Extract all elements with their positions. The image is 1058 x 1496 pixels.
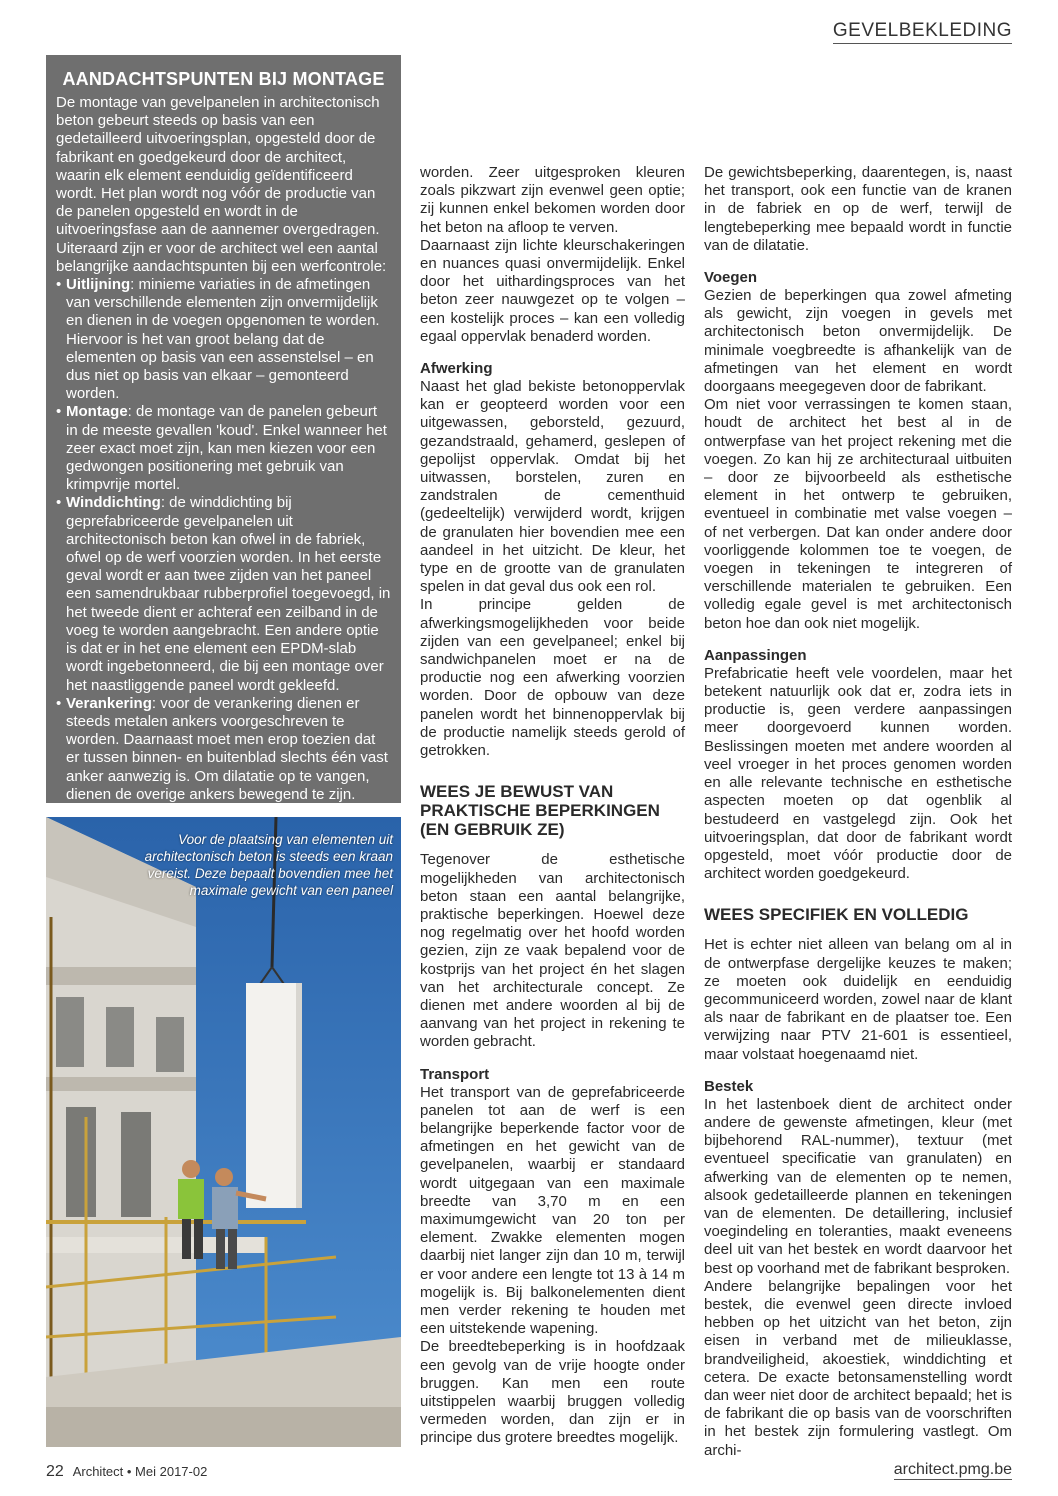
- column-right: [704, 164, 1012, 1460]
- section-label: GEVELBEKLEDING: [833, 20, 1012, 44]
- subheading-aanpassingen: Aanpassingen: [704, 646, 807, 664]
- list-item: [56, 695, 391, 804]
- subheading-voegen: Voegen: [704, 269, 758, 287]
- subheading-transport: Transport: [420, 1065, 490, 1083]
- paragraph: Gezien de beperkingen qua zowel afmeting als gewicht, zijn voegen in gevels met architectonisch beton onvermijdelijk. De minimale voegbreedte is afhankelijk van de afmetingen van het element en wordt doorgaans meegegeven door de fabrikant.: [704, 287, 1012, 396]
- heading-praktische-beperkingen: WEES JE BEWUST VAN PRAKTISCHE BEPERKINGEN (EN GEBRUIK ZE): [420, 782, 660, 840]
- paragraph: De breedtebeperking is in hoofdzaak een gevolg van de vrije hoogte onder bruggen. Kan men een route uitstippelen waarbij bruggen volledig vermeden worden, dan zijn er in principe dus grotere breedtes mogelijk.: [420, 1338, 685, 1447]
- heading-specifiek-volledig: WEES SPECIFIEK EN VOLLEDIG: [704, 905, 969, 925]
- construction-illustration: [46, 817, 401, 1447]
- list-item: [56, 276, 391, 403]
- sidebar-list: [56, 276, 391, 804]
- paragraph: Tegenover de esthetische mogelijkheden van architectonisch beton staan een aantal belangrijke, praktische beperkingen. Hoewel deze nog regelmatig over het hoofd worden gezien, zijn ze vaak bepalend voor de kostprijs van het project én het slagen van het architecturale concept. Ze dienen met andere woorden al bij de aanvang van het project in rekening te worden gebracht.: [420, 851, 685, 1051]
- list-item-text: : de montage van de panelen gebeurt in de meeste gevallen 'koud'. Enkel wanneer het zeer exact moet zijn, kan men kiezen voor een gedwongen positionering met gebruik van krimpvrije mortel.: [66, 403, 387, 494]
- list-item-text: : de winddichting bij geprefabriceerde gevelpanelen uit architectonisch beton kan ofwel in de fabriek, ofwel op de werf voorzien worden. In het eerste geval wordt er aan twee zijden van het paneel een samendrukbaar rubberprofiel toegevoegd, in het tweede dient er achteraf een zeilband in de voeg te worden aangebracht. Een andere optie is dat er in het ene element een EPDM-slab wordt ingebetonneerd, die bij een montage over het naastliggende paneel wordt gekleefd.: [66, 494, 391, 694]
- paragraph: In principe gelden de afwerkingsmogelijkheden voor beide zijden van een gevelpaneel; enkel bij sandwichpanelen moet er na de productie nog een afwerking voorzien worden. Door de opbouw van deze panelen wordt het binnenoppervlak bij de productie namelijk steeds gerold of getrokken.: [420, 596, 685, 760]
- paragraph: Daarnaast zijn lichte kleurschakeringen en nuances quasi onvermijdelijk. Enkel door het uithardingsproces van het beton zeer nauwgezet op te volgen – een kostelijk proces – kan een volledig egaal oppervlak benaderd worden.: [420, 236, 685, 345]
- paragraph: Naast het glad bekiste betonoppervlak kan er geopteerd worden voor een uitgewassen, geborsteld, gezuurd, gezandstraald, gehamerd, geslepen of gepolijst oppervlak. Omdat bij het uitwassen, borstelen, zuren en zandstralen de cementhuid (gedeeltelijk) verwijderd wordt, krijgen de granulaten hier bovendien mee een aandeel in het uitzicht. De kleur, het type en de grootte van de granulaten spelen in dat geval dus ook een rol.: [420, 378, 685, 596]
- column-middle: [420, 164, 685, 1448]
- list-item-term: Verankering: [66, 694, 152, 712]
- sidebar-paragraph: Uiteraard zijn er voor de architect wel een aantal belangrijke aandachtspunten bij een werfcontrole:: [56, 239, 387, 275]
- paragraph: Andere belangrijke bepalingen voor het bestek, die evenwel geen directe invloed hebben op het uitzicht van het beton, zijn eisen in verband met de milieuklasse, brandveiligheid, akoestiek, winddichting et cetera. De exacte betonsamenstelling wordt dan weer niet door de architect bepaald; het is de fabrikant die op basis van de voorschriften in het bestek zijn formulering vastlegt. Om archi-: [704, 1277, 1012, 1459]
- sidebar-title: AANDACHTSPUNTEN BIJ MONTAGE: [62, 69, 385, 89]
- list-item-text: : minieme variaties in de afmetingen van verschillende elementen zijn onvermijdelijk en dienen in de voegen opgenomen te worden. Hiervoor is het van groot belang dat de elementen op basis van een assenstelsel – en dus niet op basis van elkaar – gemonteerd worden.: [66, 276, 380, 403]
- construction-photo: [46, 817, 401, 1447]
- sidebar-paragraph: De montage van gevelpanelen in architectonisch beton gebeurt steeds op basis van een gedetailleerd uitvoeringsplan, opgesteld door de fabrikant en goedgekeurd door de architect, waarin elk element eenduidig geïdentificeerd wordt. Het plan wordt nog vóór de productie van de panelen opgesteld en wordt in de uitvoeringsfase aan de aannemer overgedragen.: [56, 94, 380, 239]
- footer-url-link[interactable]: architect.pmg.be: [893, 1461, 1012, 1478]
- subheading-bestek: Bestek: [704, 1077, 754, 1095]
- subheading-afwerking: Afwerking: [420, 360, 493, 378]
- paragraph: worden. Zeer uitgesproken kleuren zoals pikzwart zijn evenwel geen optie; zij kunnen enkel bekomen worden door het beton na afloop te verven.: [420, 164, 685, 236]
- footer-issue: [46, 1463, 207, 1481]
- sidebar-box: [46, 55, 401, 803]
- paragraph: Om niet voor verrassingen te komen staan, houdt de architect het best al in de ontwerpfase van het project rekening met die voegen. Zo kan hij ze architecturaal uitbuiten – door ze bijvoorbeeld als esthetische element in het ontwerp te gebruiken, eventueel in combinatie met valse voegen – of net verbergen. Dat kan onder andere door voorliggende kolommen toe te voegen, de voegen in tekeningen te integreren of verschillende materialen te gebruiken. Een volledig egale gevel is met architectonisch beton hoe dan ook niet mogelijk.: [704, 396, 1012, 632]
- paragraph: In het lastenboek dient de architect onder andere de gewenste afmetingen, kleur (met bijbehorend RAL-nummer), textuur (met eventueel specificatie van granulaten) en afwerking van de elementen op te nemen, alsook gedetailleerde plannen en tekeningen van de elementen. De detaillering, inclusief voegindeling en toleranties, maakt eveneens deel uit van het bestek en wordt daarvoor het best op voorhand met de fabrikant besproken.: [704, 1095, 1012, 1277]
- page-number: 22: [46, 1463, 64, 1480]
- paragraph: Prefabricatie heeft vele voordelen, maar het betekent natuurlijk ook dat er, zodra iets in productie is, geen verdere aanpassingen meer doorgevoerd kunnen worden. Beslissingen moeten met andere woorden al veel vroeger in het proces genomen worden en alle relevante technische en esthetische aspecten moeten op dat ogenblik al bestudeerd en vastgelegd zijn. Ook het uitvoeringsplan, dat door de fabrikant wordt opgesteld, moet vóór productie door de architect worden goedgekeurd.: [704, 664, 1012, 883]
- list-item: [56, 494, 391, 694]
- list-item-term: Uitlijning: [66, 276, 131, 294]
- paragraph: Het is echter niet alleen van belang om al in de ontwerpfase dergelijke keuzes te maken; ze moeten ook duidelijk en eenduidig gecommuniceerd worden, zowel naar de klant als naar de fabrikant en de plaatser toe. Een verwijzing naar PTV 21-601 is essentieel, maar volstaat hoegenaamd niet.: [704, 936, 1012, 1063]
- photo-caption: Voor de plaatsing van elementen uit architectonisch beton is steeds een kraan vereist. Deze bepaalt bovendien mee het maximale gewicht van een paneel: [144, 832, 393, 898]
- list-item-term: Montage: [66, 403, 128, 421]
- issue-label: Architect • Mei 2017-02: [72, 1464, 208, 1479]
- list-item: [56, 403, 391, 494]
- paragraph: Het transport van de geprefabriceerde panelen tot aan de werf is een belangrijke beperkende factor voor de afmetingen en het gewicht van de gevelpanelen, waarbij er standaard wordt uitgegaan van een maximale breedte van 3,70 m en een maximumgewicht van 20 ton per element. Zwakke elementen mogen daarbij niet langer zijn dan 10 m, terwijl er voor andere een lengte tot 13 à 14 m mogelijk is. Bij balkonelementen dient men verder rekening te houden met een uitstekende wapening.: [420, 1083, 685, 1338]
- list-item-text: : voor de verankering dienen er steeds metalen ankers voorgeschreven te worden. Daarnaast moet men erop toezien dat er tussen binnen- en buitenblad slechts één vast anker aanwezig is. Om dilatatie op te vangen, dienen de overige ankers bewegend te zijn.: [66, 694, 388, 803]
- paragraph: De gewichtsbeperking, daarentegen, is, naast het transport, ook een functie van de kranen in de fabriek en op de werf, terwijl de lengtebeperking mee bepaald wordt in functie van de dilatatie.: [704, 164, 1012, 254]
- list-item-term: Winddichting: [66, 494, 161, 512]
